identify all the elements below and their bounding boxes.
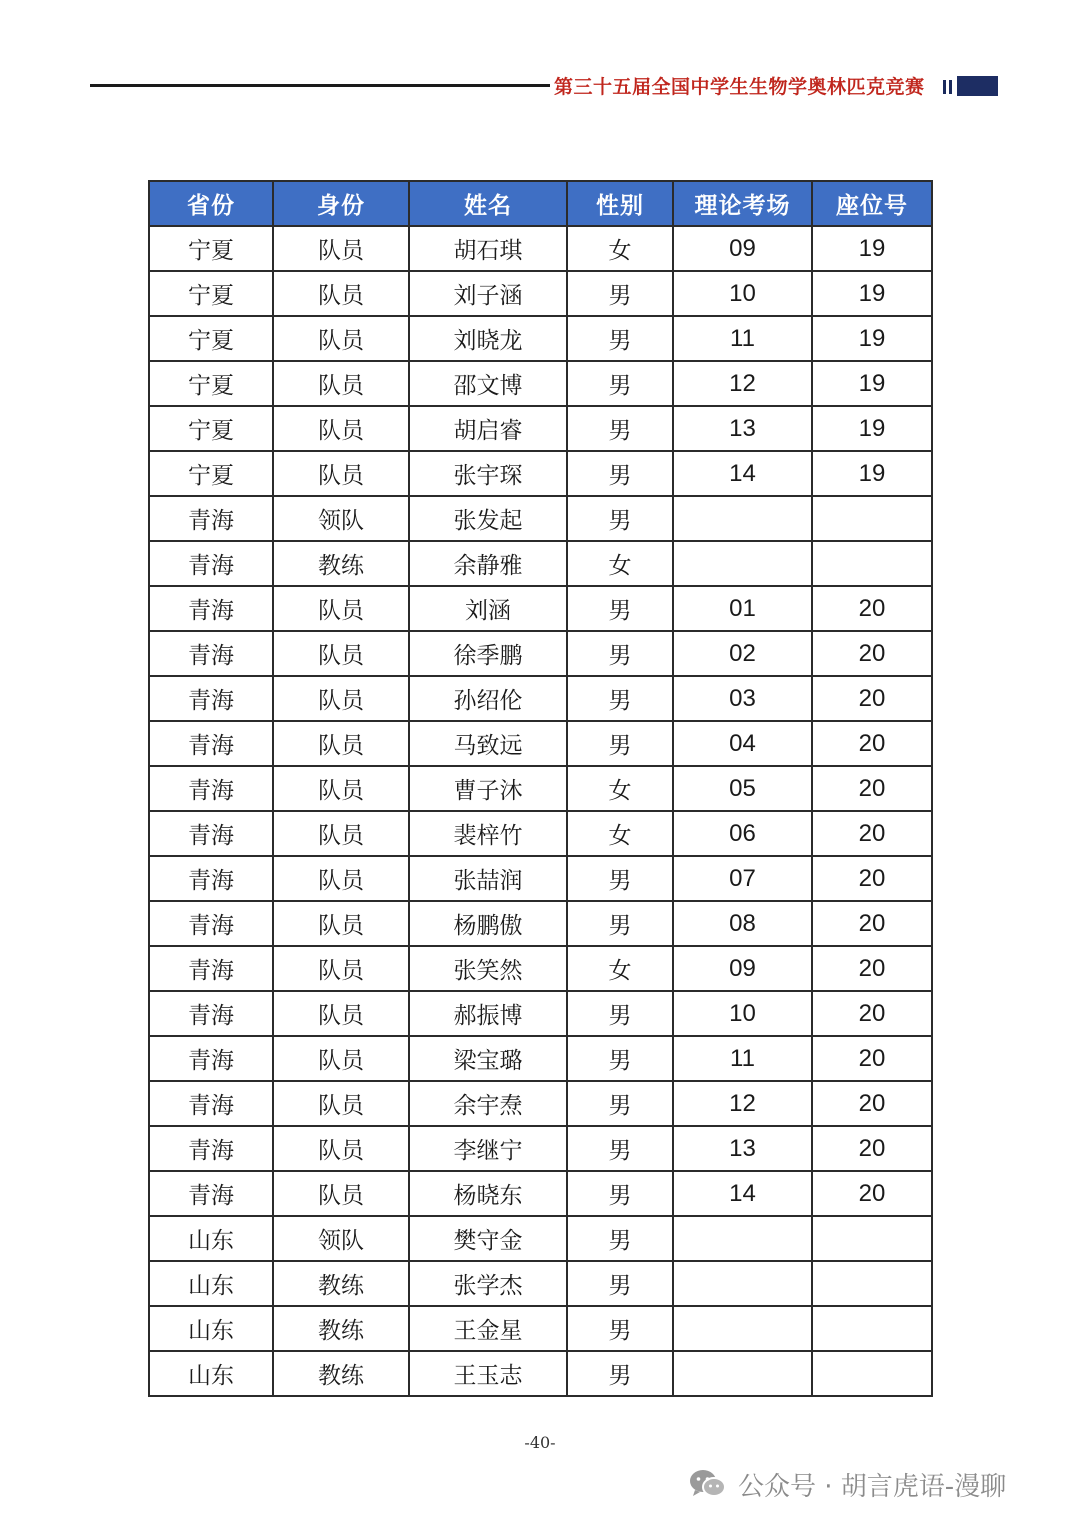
header-stripe (949, 80, 952, 94)
cell-gender: 男 (567, 631, 673, 676)
cell-seat-number: 20 (812, 856, 932, 901)
cell-exam-room: 10 (673, 991, 812, 1036)
cell-exam-room (673, 1351, 812, 1396)
cell-seat-number: 20 (812, 676, 932, 721)
cell-gender: 男 (567, 856, 673, 901)
cell-name: 张发起 (409, 496, 567, 541)
cell-gender: 男 (567, 1306, 673, 1351)
table-row (149, 631, 932, 676)
cell-exam-room: 04 (673, 721, 812, 766)
cell-role: 队员 (273, 991, 409, 1036)
cell-name: 刘涵 (409, 586, 567, 631)
cell-seat-number (812, 1306, 932, 1351)
cell-name: 余静雅 (409, 541, 567, 586)
cell-gender: 女 (567, 226, 673, 271)
cell-exam-room: 09 (673, 946, 812, 991)
cell-gender: 男 (567, 271, 673, 316)
cell-gender: 男 (567, 361, 673, 406)
cell-gender: 男 (567, 991, 673, 1036)
cell-province: 青海 (149, 676, 273, 721)
cell-name: 胡启睿 (409, 406, 567, 451)
cell-province: 宁夏 (149, 316, 273, 361)
cell-role: 队员 (273, 226, 409, 271)
cell-name: 张喆润 (409, 856, 567, 901)
cell-name: 张笑然 (409, 946, 567, 991)
table-row (149, 316, 932, 361)
cell-seat-number (812, 1351, 932, 1396)
cell-name: 刘子涵 (409, 271, 567, 316)
cell-exam-room: 12 (673, 1081, 812, 1126)
cell-role: 领队 (273, 1216, 409, 1261)
cell-role: 队员 (273, 1081, 409, 1126)
cell-province: 宁夏 (149, 451, 273, 496)
cell-seat-number: 20 (812, 946, 932, 991)
cell-name: 李继宁 (409, 1126, 567, 1171)
column-header-gender: 性别 (567, 181, 673, 226)
cell-gender: 男 (567, 1261, 673, 1306)
page-number: -40- (524, 1433, 556, 1452)
cell-gender: 男 (567, 586, 673, 631)
cell-role: 队员 (273, 721, 409, 766)
cell-seat-number: 20 (812, 721, 932, 766)
cell-gender: 男 (567, 1171, 673, 1216)
cell-exam-room: 02 (673, 631, 812, 676)
table-row (149, 991, 932, 1036)
cell-role: 队员 (273, 361, 409, 406)
cell-role: 队员 (273, 1171, 409, 1216)
cell-name: 张学杰 (409, 1261, 567, 1306)
table-row (149, 1126, 932, 1171)
cell-gender: 男 (567, 1081, 673, 1126)
cell-role: 队员 (273, 631, 409, 676)
cell-gender: 女 (567, 946, 673, 991)
table-row (149, 496, 932, 541)
cell-province: 青海 (149, 1081, 273, 1126)
cell-province: 青海 (149, 496, 273, 541)
cell-seat-number (812, 1261, 932, 1306)
cell-gender: 男 (567, 901, 673, 946)
column-header-province: 省份 (149, 181, 273, 226)
cell-name: 曹子沐 (409, 766, 567, 811)
cell-exam-room (673, 1306, 812, 1351)
cell-role: 领队 (273, 496, 409, 541)
cell-province: 山东 (149, 1261, 273, 1306)
cell-exam-room: 09 (673, 226, 812, 271)
cell-province: 青海 (149, 1036, 273, 1081)
cell-seat-number: 19 (812, 226, 932, 271)
cell-exam-room: 01 (673, 586, 812, 631)
header-stripe (943, 80, 946, 94)
cell-province: 山东 (149, 1216, 273, 1261)
cell-province: 宁夏 (149, 226, 273, 271)
table-row (149, 406, 932, 451)
cell-exam-room: 13 (673, 1126, 812, 1171)
cell-seat-number: 19 (812, 271, 932, 316)
cell-exam-room: 06 (673, 811, 812, 856)
cell-province: 山东 (149, 1306, 273, 1351)
table-row (149, 766, 932, 811)
table-row (149, 676, 932, 721)
cell-seat-number: 20 (812, 1036, 932, 1081)
table-row (149, 721, 932, 766)
cell-province: 宁夏 (149, 361, 273, 406)
table-row (149, 1306, 932, 1351)
cell-province: 青海 (149, 991, 273, 1036)
cell-province: 青海 (149, 541, 273, 586)
table-row (149, 271, 932, 316)
cell-seat-number: 19 (812, 451, 932, 496)
cell-province: 青海 (149, 721, 273, 766)
cell-exam-room (673, 1216, 812, 1261)
cell-seat-number: 20 (812, 991, 932, 1036)
cell-name: 孙绍伦 (409, 676, 567, 721)
cell-name: 王金星 (409, 1306, 567, 1351)
column-header-seat-number: 座位号 (812, 181, 932, 226)
cell-role: 队员 (273, 946, 409, 991)
cell-role: 队员 (273, 406, 409, 451)
cell-name: 杨鹏傲 (409, 901, 567, 946)
cell-gender: 女 (567, 541, 673, 586)
cell-name: 杨晓东 (409, 1171, 567, 1216)
cell-exam-room: 14 (673, 451, 812, 496)
cell-exam-room: 03 (673, 676, 812, 721)
cell-province: 青海 (149, 856, 273, 901)
column-header-exam-room: 理论考场 (673, 181, 812, 226)
cell-role: 教练 (273, 1351, 409, 1396)
cell-seat-number: 20 (812, 1171, 932, 1216)
cell-name: 樊守金 (409, 1216, 567, 1261)
cell-seat-number: 20 (812, 811, 932, 856)
cell-gender: 男 (567, 721, 673, 766)
cell-role: 队员 (273, 316, 409, 361)
cell-exam-room: 11 (673, 316, 812, 361)
cell-exam-room: 10 (673, 271, 812, 316)
cell-seat-number (812, 496, 932, 541)
cell-province: 青海 (149, 766, 273, 811)
header-block (957, 76, 998, 96)
table-row (149, 1081, 932, 1126)
cell-province: 青海 (149, 901, 273, 946)
cell-seat-number: 19 (812, 316, 932, 361)
cell-name: 裴梓竹 (409, 811, 567, 856)
cell-name: 马致远 (409, 721, 567, 766)
cell-gender: 女 (567, 811, 673, 856)
cell-seat-number: 20 (812, 1081, 932, 1126)
cell-province: 山东 (149, 1351, 273, 1396)
cell-seat-number (812, 541, 932, 586)
cell-province: 青海 (149, 631, 273, 676)
table-row (149, 586, 932, 631)
cell-name: 梁宝璐 (409, 1036, 567, 1081)
cell-role: 队员 (273, 586, 409, 631)
table-row (149, 1036, 932, 1081)
cell-gender: 男 (567, 406, 673, 451)
table-row (149, 451, 932, 496)
cell-role: 队员 (273, 766, 409, 811)
cell-province: 宁夏 (149, 271, 273, 316)
cell-seat-number (812, 1216, 932, 1261)
column-header-role: 身份 (273, 181, 409, 226)
cell-exam-room: 05 (673, 766, 812, 811)
table-row (149, 856, 932, 901)
cell-seat-number: 20 (812, 631, 932, 676)
cell-exam-room: 13 (673, 406, 812, 451)
table-row (149, 1216, 932, 1261)
cell-name: 徐季鹏 (409, 631, 567, 676)
table-row (149, 1261, 932, 1306)
cell-name: 郝振博 (409, 991, 567, 1036)
cell-gender: 男 (567, 451, 673, 496)
cell-gender: 男 (567, 1216, 673, 1261)
cell-exam-room (673, 496, 812, 541)
cell-province: 宁夏 (149, 406, 273, 451)
cell-gender: 男 (567, 1351, 673, 1396)
table-row (149, 811, 932, 856)
cell-exam-room: 08 (673, 901, 812, 946)
header-rule (90, 84, 550, 87)
cell-gender: 男 (567, 316, 673, 361)
cell-exam-room: 12 (673, 361, 812, 406)
cell-exam-room: 14 (673, 1171, 812, 1216)
cell-seat-number: 20 (812, 1126, 932, 1171)
cell-province: 青海 (149, 1171, 273, 1216)
cell-seat-number: 20 (812, 766, 932, 811)
cell-role: 教练 (273, 1261, 409, 1306)
cell-exam-room: 07 (673, 856, 812, 901)
cell-seat-number: 19 (812, 361, 932, 406)
watermark (688, 1462, 1006, 1506)
roster-table (148, 180, 933, 1397)
watermark-text: 公众号 · 胡言虎语-漫聊 (738, 1471, 1007, 1502)
table-row (149, 1171, 932, 1216)
cell-gender: 男 (567, 676, 673, 721)
cell-name: 邵文博 (409, 361, 567, 406)
cell-role: 队员 (273, 676, 409, 721)
cell-province: 青海 (149, 946, 273, 991)
wechat-icon (688, 1468, 728, 1500)
cell-gender: 男 (567, 1126, 673, 1171)
cell-role: 队员 (273, 1036, 409, 1081)
document-header-title: 第三十五届全国中学生生物学奥林匹克竞赛 (554, 76, 925, 98)
table-row (149, 946, 932, 991)
cell-gender: 女 (567, 766, 673, 811)
cell-role: 教练 (273, 541, 409, 586)
table-row (149, 226, 932, 271)
cell-seat-number: 20 (812, 586, 932, 631)
cell-exam-room (673, 1261, 812, 1306)
cell-name: 王玉志 (409, 1351, 567, 1396)
cell-name: 刘晓龙 (409, 316, 567, 361)
cell-seat-number: 19 (812, 406, 932, 451)
cell-province: 青海 (149, 1126, 273, 1171)
cell-name: 余宇焘 (409, 1081, 567, 1126)
table-header-row (149, 181, 932, 226)
cell-role: 队员 (273, 271, 409, 316)
table-row (149, 361, 932, 406)
table-row (149, 1351, 932, 1396)
cell-name: 胡石琪 (409, 226, 567, 271)
cell-province: 青海 (149, 586, 273, 631)
table-row (149, 901, 932, 946)
cell-exam-room: 11 (673, 1036, 812, 1081)
cell-role: 队员 (273, 856, 409, 901)
cell-role: 队员 (273, 901, 409, 946)
cell-seat-number: 20 (812, 901, 932, 946)
cell-role: 队员 (273, 811, 409, 856)
cell-role: 教练 (273, 1306, 409, 1351)
cell-province: 青海 (149, 811, 273, 856)
cell-name: 张宇琛 (409, 451, 567, 496)
table-row (149, 541, 932, 586)
cell-gender: 男 (567, 496, 673, 541)
cell-gender: 男 (567, 1036, 673, 1081)
cell-exam-room (673, 541, 812, 586)
column-header-name: 姓名 (409, 181, 567, 226)
cell-role: 队员 (273, 451, 409, 496)
cell-role: 队员 (273, 1126, 409, 1171)
